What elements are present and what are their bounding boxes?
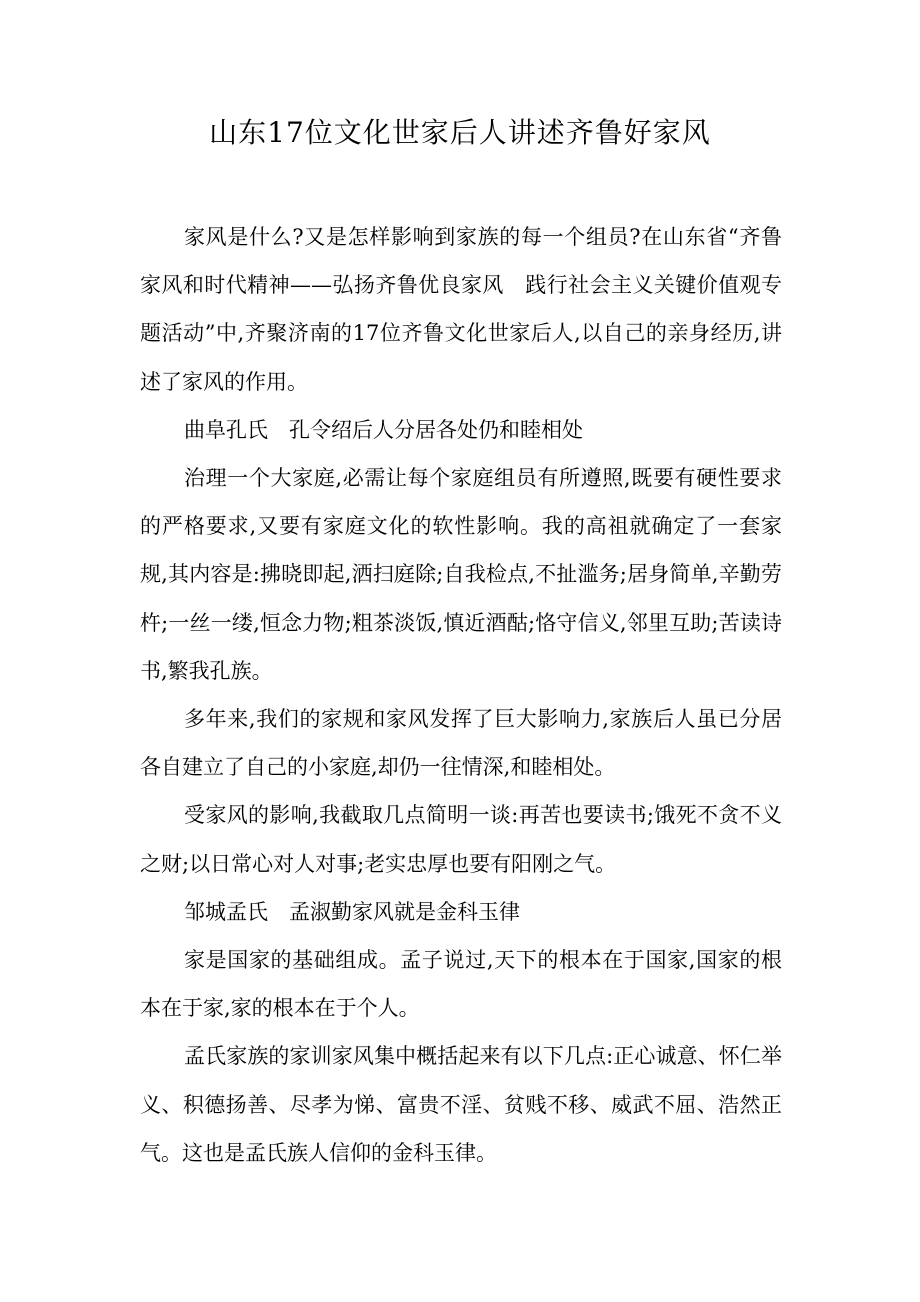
- paragraph-kong-rules: 治理一个大家庭,必需让每个家庭组员有所遵照,既要有硬性要求的严格要求,又要有家庭文化的软性影响。我的高祖就确定了一套家规,其内容是:拂晓即起,洒扫庭除;自我检点,不扯滥务;居身简单,辛勤劳杵;一丝一缕,恒念力物;粗茶淡饭,慎近酒酤;恪守信义,邻里互助;苦读诗书,繁我孔族。: [140, 466, 782, 683]
- section-heading-kong: 曲阜孔氏 孔令绍后人分居各处仍和睦相处: [184, 417, 583, 442]
- paragraph-intro: 家风是什么?又是怎样影响到家族的每一个组员?在山东省“齐鲁家风和时代精神——弘扬齐鲁优良家风 践行社会主义关键价值观专题活动”中,齐聚济南的17位齐鲁文化世家后人,以自己的亲身经历,讲述了家风的作用。: [140, 225, 782, 394]
- paragraph-meng-basis: 家是国家的基础组成。孟子说过,天下的根本在于国家,国家的根本在于家,家的根本在于个人。: [140, 948, 782, 1021]
- paragraph-meng-rules: 孟氏家族的家训家风集中概括起来有以下几点:正心诚意、怀仁举义、积德扬善、尽孝为悌、富贵不淫、贫贱不移、威武不屈、浩然正气。这也是孟氏族人信仰的金科玉律。: [140, 1044, 782, 1165]
- paragraph-kong-points: 受家风的影响,我截取几点简明一谈:再苦也要读书;饿死不贪不义之财;以日常心对人对事;老实忠厚也要有阳刚之气。: [140, 803, 782, 876]
- document-body: [140, 213, 782, 1177]
- paragraph-kong-influence: 多年来,我们的家规和家风发挥了巨大影响力,家族后人虽已分居各自建立了自己的小家庭,却仍一往情深,和睦相处。: [140, 707, 782, 780]
- section-heading-meng: 邹城孟氏 孟淑勤家风就是金科玉律: [184, 899, 520, 924]
- document-title: 山东17位文化世家后人讲述齐鲁好家风: [209, 116, 711, 149]
